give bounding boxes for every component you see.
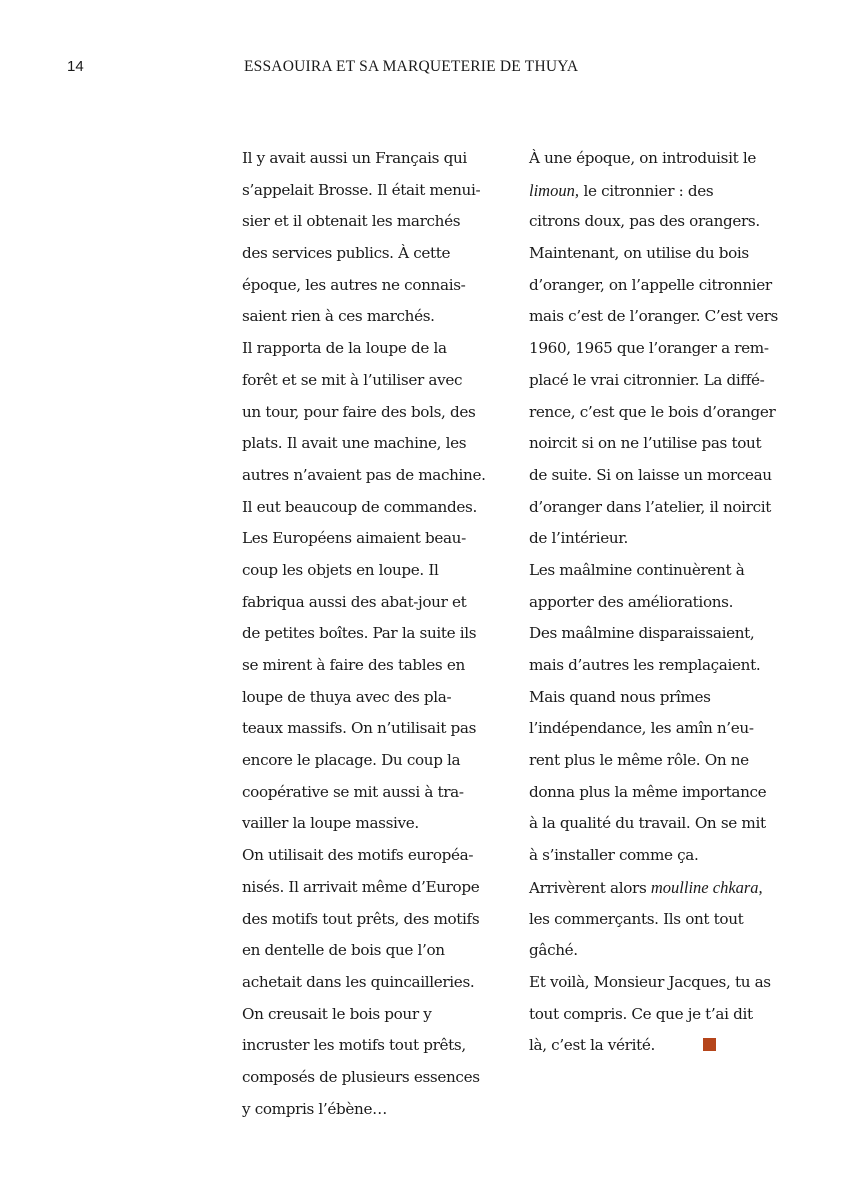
text-fragment: Arrivèrent alors bbox=[529, 878, 651, 897]
text-line: Et voilà, Monsieur Jacques, tu as bbox=[529, 972, 771, 991]
text-line: d’oranger dans l’atelier, il noircit bbox=[529, 497, 771, 516]
text-line: mais d’autres les remplaçaient. bbox=[529, 656, 761, 674]
text-line: incruster les motifs tout prêts, bbox=[242, 1036, 466, 1055]
text-line: Il eut beaucoup de commandes. bbox=[242, 497, 477, 516]
text-line: loupe de thuya avec des pla- bbox=[242, 687, 452, 706]
left-column bbox=[242, 143, 486, 1125]
text-line: de petites boîtes. Par la suite ils bbox=[242, 624, 477, 643]
text-line: citrons doux, pas des orangers. bbox=[529, 212, 760, 231]
text-line: les commerçants. Ils ont tout bbox=[529, 909, 744, 928]
text-line: mais c’est de l’oranger. C’est vers bbox=[529, 307, 778, 326]
text-line: teaux massifs. On n’utilisait pas bbox=[242, 719, 477, 738]
end-of-text-square-icon bbox=[703, 1038, 716, 1051]
text-line: un tour, pour faire des bols, des bbox=[242, 402, 476, 421]
text-line: Il y avait aussi un Français qui bbox=[242, 149, 467, 167]
text-line: apporter des améliorations. bbox=[529, 592, 734, 611]
italic-term-moulline-chkara: moulline chkara, bbox=[650, 877, 763, 897]
text-line: Mais quand nous prîmes bbox=[529, 687, 711, 706]
text-line: en dentelle de bois que l’on bbox=[242, 941, 445, 960]
text-line: Il rapporta de la loupe de la bbox=[242, 339, 447, 358]
text-line: Les Européens aimaient beau- bbox=[242, 529, 466, 548]
text-fragment: là, c’est la vérité. bbox=[529, 1036, 655, 1055]
text-line: autres n’avaient pas de machine. bbox=[242, 465, 486, 484]
text-line: 1960, 1965 que l’oranger a rem- bbox=[529, 339, 769, 358]
text-line: s’appelait Brosse. Il était menui- bbox=[242, 180, 481, 199]
italic-term-limoun: limoun, bbox=[529, 180, 579, 200]
text-line bbox=[529, 1030, 778, 1062]
text-line: se mirent à faire des tables en bbox=[242, 656, 465, 674]
text-line: achetait dans les quincailleries. bbox=[242, 972, 475, 991]
text-line: des services publics. À cette bbox=[242, 244, 451, 263]
text-line: Des maâlmine disparaissaient, bbox=[529, 624, 755, 643]
text-line: fabriqua aussi des abat-jour et bbox=[242, 592, 467, 611]
text-line: à s’installer comme ça. bbox=[529, 846, 699, 865]
text-line: forêt et se mit à l’utiliser avec bbox=[242, 370, 463, 389]
text-line: encore le placage. Du coup la bbox=[242, 751, 461, 770]
text-line: des motifs tout prêts, des motifs bbox=[242, 909, 480, 928]
text-line: de l’intérieur. bbox=[529, 529, 629, 548]
text-line: vailler la loupe massive. bbox=[242, 814, 419, 833]
text-line: nisés. Il arrivait même d’Europe bbox=[242, 877, 480, 896]
text-line: époque, les autres ne connais- bbox=[242, 275, 466, 294]
text-line: coopérative se mit aussi à tra- bbox=[242, 782, 464, 801]
text-line: de suite. Si on laisse un morceau bbox=[529, 465, 772, 484]
text-line: composés de plusieurs essences bbox=[242, 1067, 480, 1086]
text-line: À une époque, on introduisit le bbox=[529, 149, 757, 167]
text-line: On creusait le bois pour y bbox=[242, 1004, 432, 1023]
text-line: tout compris. Ce que je t’ai dit bbox=[529, 1004, 753, 1023]
text-line: plats. Il avait une machine, les bbox=[242, 434, 467, 453]
text-line: sier et il obtenait les marchés bbox=[242, 212, 461, 231]
text-line: Maintenant, on utilise du bois bbox=[529, 244, 749, 263]
text-line bbox=[529, 175, 778, 207]
text-line: à la qualité du travail. On se mit bbox=[529, 814, 766, 833]
text-fragment: le citronnier : des bbox=[578, 181, 714, 200]
text-line: rent plus le même rôle. On ne bbox=[529, 751, 749, 770]
text-line: noircit si on ne l’utilise pas tout bbox=[529, 434, 762, 453]
text-line: placé le vrai citronnier. La diffé- bbox=[529, 370, 765, 389]
text-line: On utilisait des motifs européa- bbox=[242, 846, 474, 865]
text-line: gâché. bbox=[529, 941, 578, 960]
text-line: coup les objets en loupe. Il bbox=[242, 560, 439, 579]
text-line: donna plus la même importance bbox=[529, 782, 767, 801]
text-line: rence, c’est que le bois d’oranger bbox=[529, 402, 776, 421]
running-title: ESSAOUIRA ET SA MARQUETERIE DE THUYA bbox=[244, 58, 579, 75]
text-line: d’oranger, on l’appelle citronnier bbox=[529, 275, 772, 294]
text-line: y compris l’ébène… bbox=[242, 1099, 387, 1118]
text-line: l’indépendance, les amîn n’eu- bbox=[529, 719, 754, 738]
page-number: 14 bbox=[67, 58, 84, 75]
text-line: saient rien à ces marchés. bbox=[242, 307, 435, 326]
text-line: Les maâlmine continuèrent à bbox=[529, 560, 745, 579]
right-column bbox=[529, 143, 778, 1062]
text-line bbox=[529, 872, 778, 904]
